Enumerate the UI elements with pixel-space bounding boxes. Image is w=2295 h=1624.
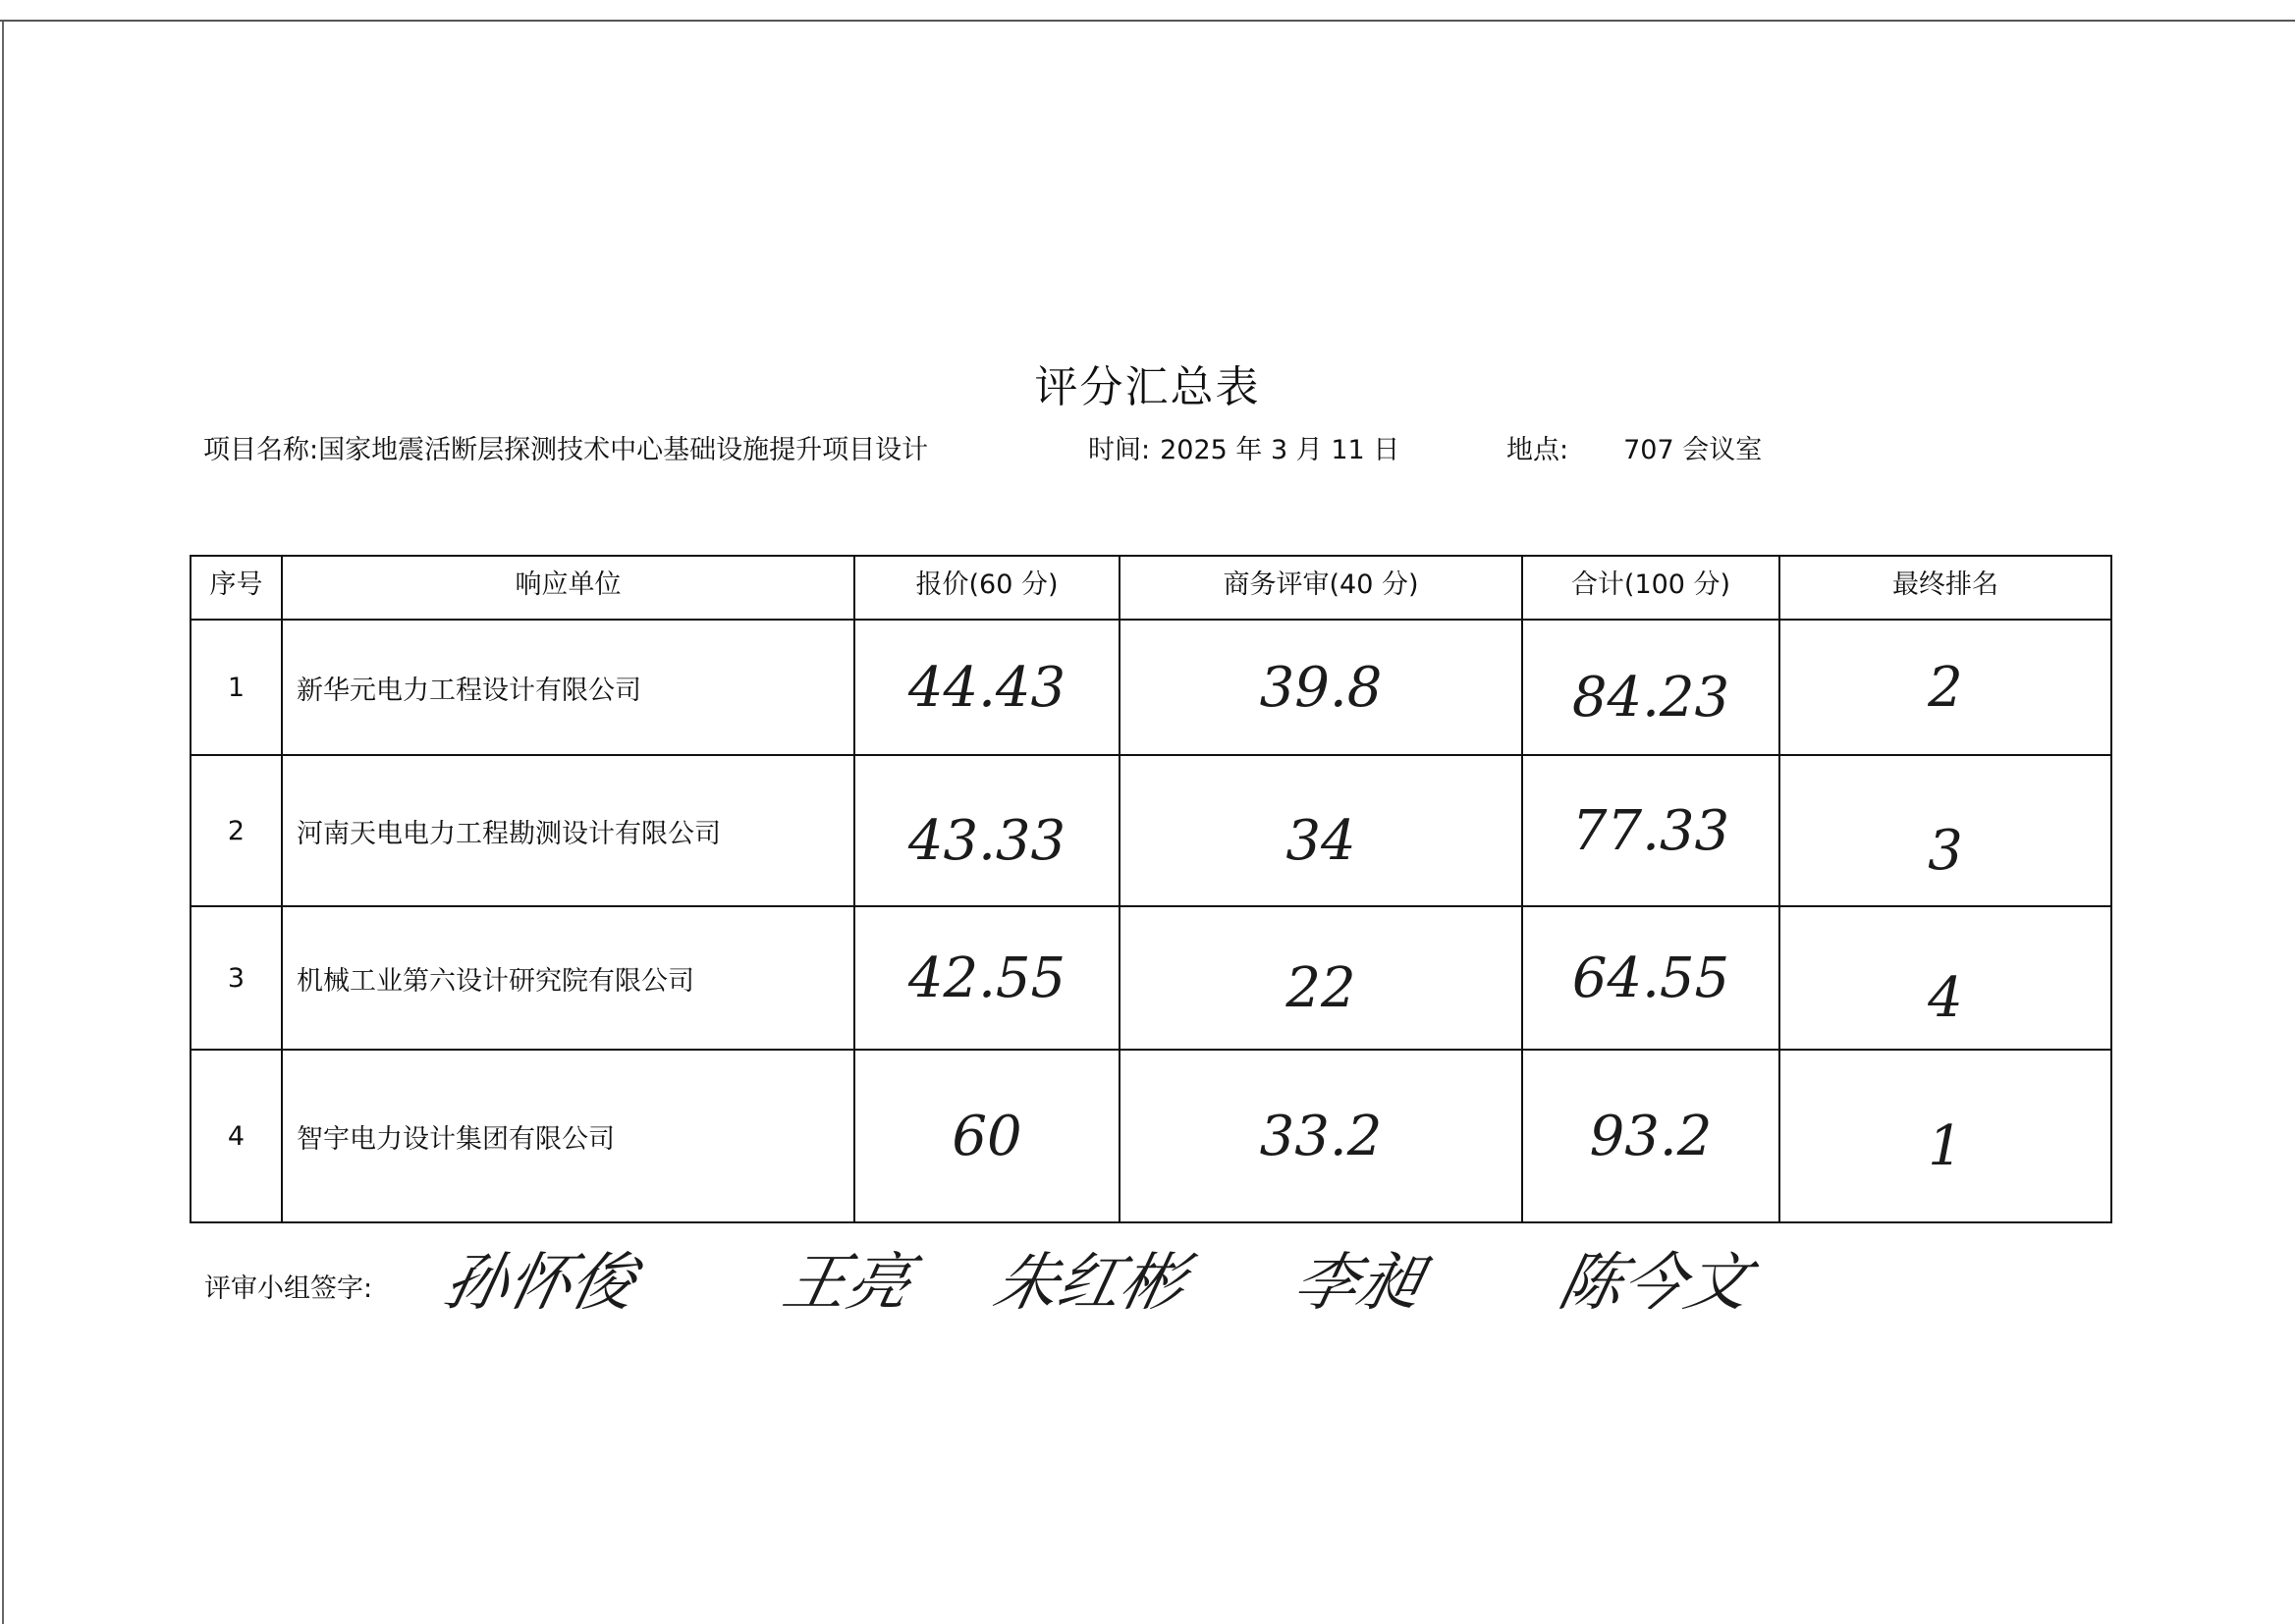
handwritten-price: 60 bbox=[952, 1104, 1022, 1168]
table-header-row bbox=[191, 556, 2111, 620]
handwritten-rank: 3 bbox=[1928, 818, 1963, 883]
header-business: 商务评审(40 分) bbox=[1120, 556, 1522, 620]
row-total bbox=[1522, 620, 1779, 755]
row-business bbox=[1120, 755, 1522, 906]
handwritten-total: 77.33 bbox=[1571, 798, 1730, 863]
row-no: 1 bbox=[191, 620, 282, 755]
handwritten-rank: 4 bbox=[1928, 965, 1963, 1030]
scan-top-edge bbox=[0, 20, 2295, 22]
time-label: 时间: bbox=[1088, 435, 1151, 465]
table-row bbox=[191, 906, 2111, 1050]
table-row bbox=[191, 1050, 2111, 1222]
scan-left-edge bbox=[2, 22, 4, 1624]
row-rank bbox=[1779, 620, 2111, 755]
handwritten-price: 42.55 bbox=[907, 946, 1066, 1010]
signature-3: 朱红彬 bbox=[987, 1247, 1192, 1320]
handwritten-total: 84.23 bbox=[1571, 665, 1730, 730]
row-total bbox=[1522, 906, 1779, 1050]
row-price bbox=[854, 1050, 1120, 1222]
place-value: 707 会议室 bbox=[1623, 435, 1763, 465]
handwritten-price: 43.33 bbox=[907, 808, 1066, 873]
row-no: 3 bbox=[191, 906, 282, 1050]
meeting-time bbox=[1088, 428, 1399, 466]
handwritten-business: 22 bbox=[1285, 955, 1356, 1020]
handwritten-price: 44.43 bbox=[907, 655, 1066, 720]
signature-4: 李昶 bbox=[1286, 1247, 1429, 1320]
score-summary-table bbox=[190, 555, 2112, 1223]
document-title: 评分汇总表 bbox=[1034, 362, 1261, 412]
row-price bbox=[854, 620, 1120, 755]
row-price bbox=[854, 906, 1120, 1050]
row-unit: 智宇电力设计集团有限公司 bbox=[282, 1050, 854, 1222]
header-price: 报价(60 分) bbox=[854, 556, 1120, 620]
header-total: 合计(100 分) bbox=[1522, 556, 1779, 620]
place-label: 地点: bbox=[1506, 435, 1569, 465]
row-rank bbox=[1779, 1050, 2111, 1222]
handwritten-rank: 1 bbox=[1928, 1113, 1963, 1178]
project-name bbox=[203, 428, 928, 466]
table-row bbox=[191, 620, 2111, 755]
signature-2: 王亮 bbox=[776, 1247, 918, 1320]
handwritten-business: 33.2 bbox=[1259, 1104, 1383, 1168]
header-rank: 最终排名 bbox=[1779, 556, 2111, 620]
header-no: 序号 bbox=[191, 556, 282, 620]
row-unit: 河南天电电力工程勘测设计有限公司 bbox=[282, 755, 854, 906]
signature-5: 陈今文 bbox=[1552, 1247, 1757, 1320]
row-unit: 机械工业第六设计研究院有限公司 bbox=[282, 906, 854, 1050]
meeting-place bbox=[1506, 428, 1762, 466]
row-no: 4 bbox=[191, 1050, 282, 1222]
handwritten-business: 39.8 bbox=[1259, 655, 1383, 720]
row-business bbox=[1120, 1050, 1522, 1222]
row-rank bbox=[1779, 755, 2111, 906]
row-unit: 新华元电力工程设计有限公司 bbox=[282, 620, 854, 755]
signature-1: 孙怀俊 bbox=[437, 1247, 642, 1320]
row-no: 2 bbox=[191, 755, 282, 906]
project-value: 国家地震活断层探测技术中心基础设施提升项目设计 bbox=[318, 435, 929, 465]
handwritten-business: 34 bbox=[1285, 808, 1356, 873]
header-unit: 响应单位 bbox=[282, 556, 854, 620]
project-label: 项目名称: bbox=[203, 435, 319, 465]
handwritten-total: 64.55 bbox=[1571, 946, 1730, 1010]
signature-label: 评审小组签字: bbox=[204, 1273, 373, 1304]
row-business bbox=[1120, 620, 1522, 755]
row-price bbox=[854, 755, 1120, 906]
handwritten-total: 93.2 bbox=[1589, 1104, 1713, 1168]
handwritten-rank: 2 bbox=[1928, 655, 1963, 720]
table-row bbox=[191, 755, 2111, 906]
row-total bbox=[1522, 755, 1779, 906]
row-total bbox=[1522, 1050, 1779, 1222]
row-business bbox=[1120, 906, 1522, 1050]
time-value: 2025 年 3 月 11 日 bbox=[1160, 435, 1400, 465]
row-rank bbox=[1779, 906, 2111, 1050]
